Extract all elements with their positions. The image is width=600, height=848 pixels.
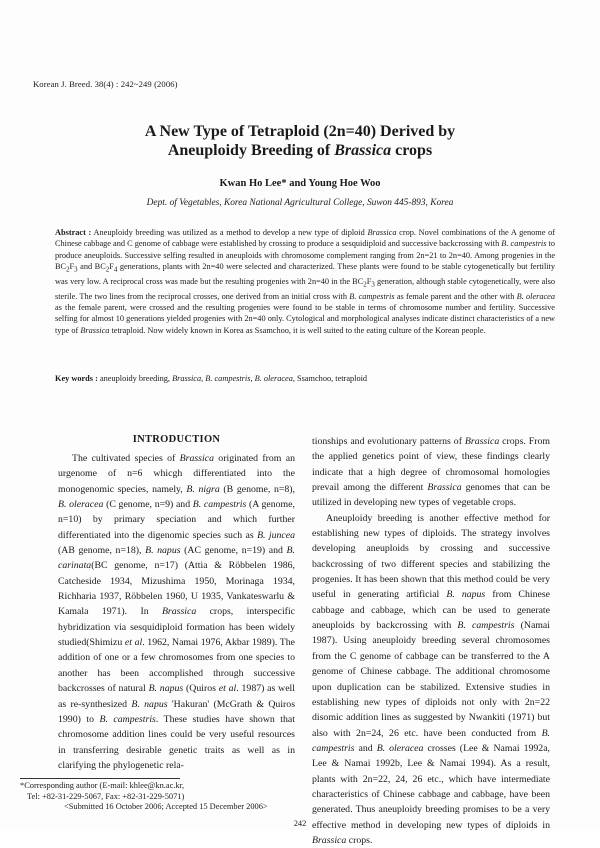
paper-title (0, 122, 600, 160)
title-line-1: A New Type of Tetraploid (2n=40) Derived by (144, 123, 456, 140)
footnote-divider (20, 778, 180, 779)
journal-citation: Korean J. Breed. 38(4) : 242~249 (2006) (33, 79, 178, 89)
title-line-2 (0, 141, 600, 160)
title-text: Aneuploidy Breeding of (167, 142, 335, 159)
author-list: Kwan Ho Lee* and Young Hoe Woo (219, 178, 381, 189)
body-paragraph: tionships and evolutionary patterns of Brassica crops. From the applied genetics point of view, these findings clearly indicate that a high degree of chromosomal homologies prevail among the different Brassica genomes that can be utilized in developing new types of vegetable crops. (312, 436, 550, 509)
body-paragraph: Aneuploidy breeding is another effective method for establishing new types of diploids. The strategy involves developing aneuploids by crossing and successive backcrossing of two different species and stabilizing the progenies. It has been shown that this method could be very useful in generating artificial B. napus from Chinese cabbage and cabbage, which can be used to generate aneuploids by backcrossing with B. campestris (Namai 1987). Using aneuploidy breeding several chromosomes from the C genome of cabbage can be transferred to the A genome of Chinese cabbage. The additional chromosome upon duplication can be stabilized. Extensive studies in establishing new types of diploids not only with 2n=22 disomic addition lines as suggested by Nwankiti (1971) but also with 2n=24, 26 etc. have been conducted from B. campestris and B. oleracea crosses (Lee & Namai 1992a, Lee & Namai 1992b, Lee & Namai 1994). As a result, plants with 2n=22, 24, 26 etc., which have intermediate characteristics of Chinese cabbage and cabbage, have been generated. Thus aneuploidy breeding promises to be a very effective method in developing new types of diploids in Brassica crops. (312, 512, 550, 846)
abstract: Abstract : Aneuploidy breeding was utilized as a method to develop a new type of diploid Brassica crop. Novel combinations of the A genome of Chinese cabbage and C genome of cabbage were established by crossing to produce a sesquidiploid and successive backcrossing with B. campestris to produce aneuploids. Successive selfing resulted in aneuploids with chromosome complement ranging from 2n=21 to 2n=40. Among progenies in the $BC_2F_3$ and $BC_2F_4$ generations, plants with 2n=40 were selected and characterized. These plants were found to be stable cytogenetically but fertility was very low. A reciprocal cross was made but the resulting progenies with 2n=40 in the $BC_2F_3$ generation, although stable cytogenetically, were also sterile. The two lines from the reciprocal crosses, one derived from an initial cross with B. campestris as female parent and the other with B. oleracea as the female parent, were crossed and the resulting progenies were found to be stable in terms of chromosome number and fertility. Successive selfing for almost 10 generations yielded progenies with 2n=40 only. Cytological and morphological analyses indicate distinct characteristics of a new type of Brassica tetraploid. Now widely known in Korea as Ssamchoo, it is well suited to the eating culture of the Korean people. (55, 228, 556, 335)
corresponding-author: *Corresponding author (E-mail: khlee@kn.ac.kr, (20, 781, 185, 790)
abstract-label: Abstract : (55, 228, 92, 237)
title-genus: Brassica (334, 142, 392, 159)
section-heading-introduction: INTRODUCTION (132, 434, 221, 445)
page-number: 242 (293, 819, 307, 828)
keywords: Key words : aneuploidy breeding, Brassica, B. campestris, B. oleracea, Ssamchoo, tetraploid (55, 374, 368, 383)
left-column (58, 451, 295, 773)
body-paragraph: The cultivated species of Brassica originated from an urgenome of n=6 whicgh differentiated into the monogenomic species, namely, B. nigra (B genome, n=8), B. oleracea (C genome, n=9) and B. campestris (A genome, n=10) by primary speciation and which further differentiated into the digenomic species such as B. juncea (AB genome, n=18), B. napus (AC genome, n=19) and B. carinata(BC genome, n=17) (Attia & Röbbelen 1986, Catcheside 1934, Mizushima 1950, Morinaga 1934, Richharia 1937, Röbbelen 1960, U 1935, Vankateswarlu & Kamala 1971). In Brassica crops, interspecific hybridization via sesquidiploid formation has been widely studied(Shimizu et al. 1962, Namai 1976, Akbar 1989). The addition of one or a few chromosomes from one species to another has been accomplished through successive backcrosses of natural B. napus (Quiros et al. 1987) as well as re-synthesized B. napus 'Hakuran' (McGrath & Quiros 1990) to B. campestris. These studies have shown that chromosome addition lines could be very useful resources in transferring desirable genetic traits as well as in clarifying the phylogenetic rela- (58, 453, 296, 771)
right-column (312, 434, 550, 848)
footnote (20, 781, 320, 813)
submission-dates: <Submitted 16 October 2006; Accepted 15 December 2006> (64, 802, 268, 812)
author-affiliation: Dept. of Vegetables, Korea National Agricultural College, Suwon 445-893, Korea (146, 198, 454, 208)
contact-phone: Tel: +82-31-229-5067, Fax: +82-31-229-5071) (27, 791, 185, 801)
keywords-label: Key words : (55, 374, 98, 383)
title-text: crops (391, 142, 433, 159)
